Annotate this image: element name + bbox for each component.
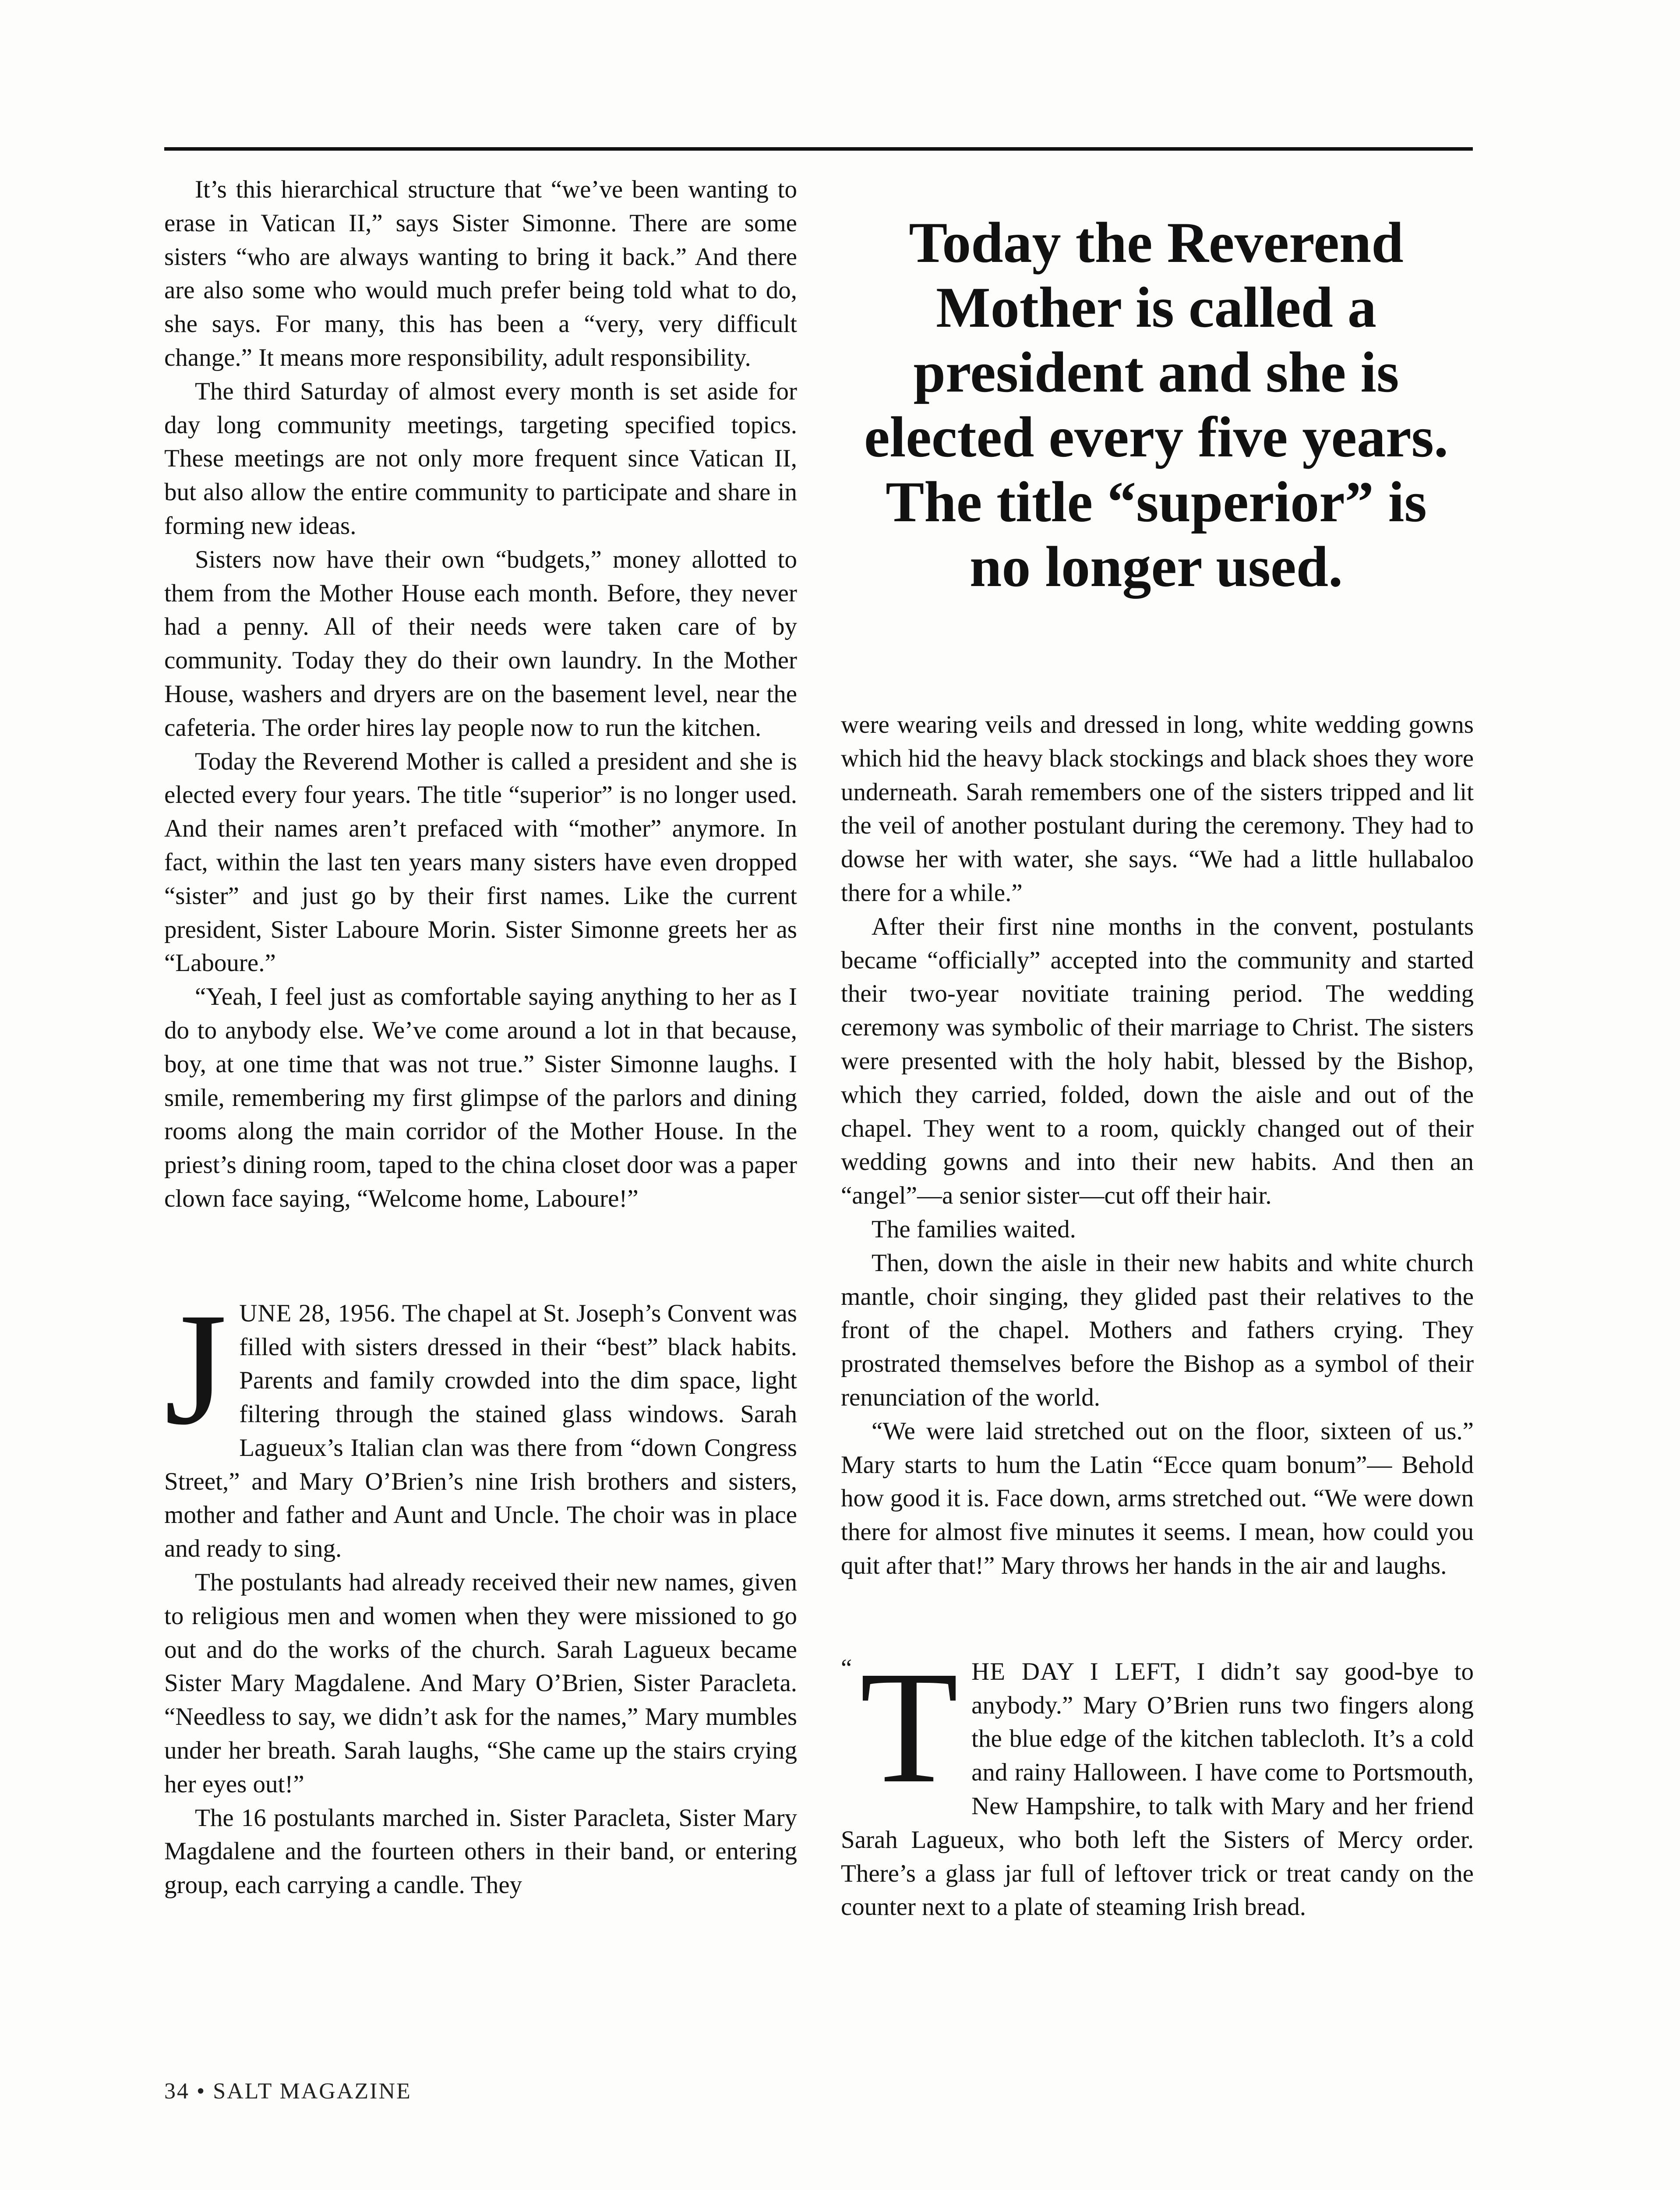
paragraph: The 16 postulants marched in. Sister Paracleta, Sister Mary Magdalene and the fourteen others in their band, or entering group, each carrying a candle. They bbox=[164, 1804, 797, 1899]
pull-quote: Today the Reverend Mother is called a president and she is elected every five years. The title “superior” is no longer used. bbox=[864, 210, 1448, 599]
drop-cap: T bbox=[860, 1637, 959, 1816]
paragraph: It’s this hierarchical structure that “we’ve been wanting to erase in Vatican II,” says Sister Simonne. There are some sisters “who are always wanting to bring it back.” And there are also some who would much prefer being told what to do, she says. For many, this has been a “very, very difficult change.” It means more responsibility, adult responsibility. bbox=[164, 176, 797, 371]
drop-cap: J bbox=[164, 1279, 227, 1458]
opening-quote-mark: “ bbox=[841, 1654, 852, 1682]
paragraph: The families waited. bbox=[872, 1215, 1076, 1243]
paragraph-text: I didn’t say good-bye to anybody.” Mary O’Brien runs two fingers along the blue edge of the kitchen tablecloth. It’s a cold and rainy Halloween. I have come to Portsmouth, New Hampshire, to talk with Mary and her friend Sarah Lagueux, who both left the Sisters of Mercy order. There’s a glass jar full of leftover trick or treat candy on the counter next to a plate of steaming Irish bread. bbox=[841, 1657, 1474, 1921]
paragraph: Sisters now have their own “budgets,” money allotted to them from the Mother House each month. Before, they never had a penny. All of their needs were taken care of by community. Today they do their own laundry. In the Mother House, washers and dryers are on the basement level, near the cafeteria. The order hires lay people now to run the kitchen. bbox=[164, 545, 797, 742]
paragraph: “Yeah, I feel just as comfortable saying anything to her as I do to anybody else. We’ve come around a lot in that because, boy, at one time that was not true.” Sister Simonne laughs. I smile, remembering my first glimpse of the parlors and dining rooms along the main corridor of the Mother House. In the priest’s dining room, taped to the china closet door was a paper clown face saying, “Welcome home, Laboure!” bbox=[164, 983, 797, 1212]
lead-in: UNE 28, 1956. bbox=[239, 1299, 396, 1327]
right-column bbox=[841, 708, 1474, 1924]
page-folio: 34 • SALT MAGAZINE bbox=[164, 2079, 412, 2104]
paragraph: After their first nine months in the convent, postulants became “officially” accepted into the community and started their two-year novitiate training period. The wedding ceremony was symbolic of their marriage to Christ. The sisters were presented with the holy habit, blessed by the Bishop, which they carried, folded, down the aisle and out of the chapel. They went to a room, quickly changed out of their wedding gowns and into their new habits. And then an “angel”—a senior sister—cut off their hair. bbox=[841, 912, 1474, 1210]
section-gap bbox=[164, 1216, 797, 1297]
paragraph-text: The chapel at St. Joseph’s Convent was filled with sisters dressed in their “best” black habits. Parents and family crowded into the dim space, light filtering through the stained glass windows. Sarah Lagueux’s Italian clan was there from “down Congress Street,” and Mary O’Brien’s nine Irish brothers and sisters, mother and father and Aunt and Uncle. The choir was in place and ready to sing. bbox=[164, 1299, 797, 1563]
paragraph: were wearing veils and dressed in long, white wedding gowns which hid the heavy black stockings and black shoes they wore underneath. Sarah remembers one of the sisters tripped and lit the veil of another postulant during the ceremony. They had to dowse her with water, she says. “We had a little hullabaloo there for a while.” bbox=[841, 711, 1474, 907]
paragraph: Then, down the aisle in their new habits and white church mantle, choir singing, they glided past their relatives to the front of the chapel. Mothers and fathers crying. They prostrated themselves before the Bishop as a symbol of their renunciation of the world. bbox=[841, 1249, 1474, 1411]
paragraph: The third Saturday of almost every month is set aside for day long community meetings, targeting specified topics. These meetings are not only more frequent since Vatican II, but also allow the entire community to participate and share in forming new ideas. bbox=[164, 377, 797, 540]
lead-in: HE DAY I LEFT, bbox=[971, 1657, 1181, 1685]
paragraph: “We were laid stretched out on the floor, sixteen of us.” Mary starts to hum the Latin “Ecce quam bonum”— Behold how good it is. Face down, arms stretched out. “We were down there for almost five minutes it seems. I mean, how could you quit after that!” Mary throws her hands in the air and laughs. bbox=[841, 1417, 1474, 1579]
section-opening-paragraph bbox=[841, 1637, 1474, 1924]
top-rule bbox=[164, 147, 1473, 151]
section-opening-paragraph bbox=[164, 1279, 797, 1566]
paragraph: Today the Reverend Mother is called a president and she is elected every four years. The title “superior” is no longer used. And their names aren’t prefaced with “mother” anymore. In fact, within the last ten years many sisters have even dropped “sister” and just go by their first names. Like the current president, Sister Laboure Morin. Sister Simonne greets her as “Laboure.” bbox=[164, 747, 797, 977]
paragraph: The postulants had already received their new names, given to religious men and women when they were missioned to go out and do the works of the church. Sarah Lagueux became Sister Mary Magdalene. And Mary O’Brien, Sister Paracleta. “Needless to say, we didn’t ask for the names,” Mary mumbles under her breath. Sarah laughs, “She came up the stairs crying her eyes out!” bbox=[164, 1568, 797, 1798]
left-column bbox=[164, 173, 797, 1902]
